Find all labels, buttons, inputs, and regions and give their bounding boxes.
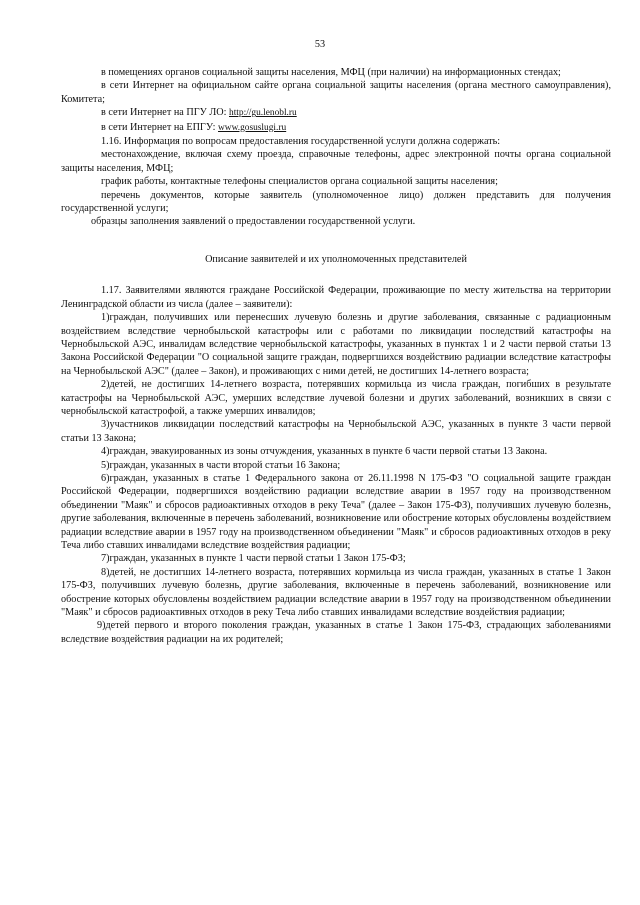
epgu-link[interactable]: www.gosuslugi.ru <box>218 122 287 133</box>
paragraph: в сети Интернет на официальном сайте органа социальной защиты населения (органа местного самоуправления), Комитета; <box>61 80 611 105</box>
paragraph: образцы заполнения заявлений о предоставлении государственной услуги. <box>91 216 416 228</box>
paragraph: график работы, контактные телефоны специалистов органа социальной защиты населения; <box>101 176 498 188</box>
list-item: 7)граждан, указанных в пункте 1 части первой статьи 1 Закон 175-ФЗ; <box>101 553 406 565</box>
paragraph: 1.16. Информация по вопросам предоставления государственной услуги должна содержать: <box>101 136 501 148</box>
list-item: 2)детей, не достигших 14-летнего возраста, потерявших кормильца из числа граждан, погибших в результате катастрофы на Чернобыльской АЭС, умерших вследствие лучевой болезни и других заболеваний, возникших в связи с чернобыльской катастрофой, а также умерших инвалидов; <box>61 379 611 417</box>
paragraph: местонахождение, включая схему проезда, справочные телефоны, адрес электронной почты органа социальной защиты населения, МФЦ; <box>61 149 611 174</box>
paragraph: 1.17. Заявителями являются граждане Российской Федерации, проживающие по месту жительства на территории Ленинградской области из числа (далее – заявители): <box>61 285 611 310</box>
section-heading: Описание заявителей и их уполномоченных представителей <box>205 253 467 265</box>
list-item: 4)граждан, эвакуированных из зоны отчуждения, указанных в пункте 6 части первой статьи 13 Закона. <box>101 446 548 458</box>
list-item: 3)участников ликвидации последствий катастрофы на Чернобыльской АЭС, указанных в пункте 3 части первой статьи 13 Закона; <box>61 419 611 444</box>
list-item: 6)граждан, указанных в статье 1 Федерального закона от 26.11.1998 N 175-ФЗ "О социальной защите граждан Российской Федерации, подвергшихся воздействию радиации вследствие аварии в 1957 году на производственном объединении "Маяк" и сбросов радиоактивных отходов в реку Теча" (далее – Закон 175-ФЗ), получивших лучевую болезнь, другие заболевания, включенные в перечень заболеваний, возникновение или обострение которых обусловлены воздействием радиации вследствие аварии в 1957 году на производственном объединении "Маяк" и сбросов радиоактивных отходов в реку Теча либо ставших инвалидами вследствие воздействия радиации; <box>61 472 611 551</box>
pgu-line <box>61 106 611 120</box>
list-item: 1)граждан, получивших или перенесших лучевую болезнь и другие заболевания, связанные с радиационным воздействием вследствие чернобыльской катастрофы или с работами по ликвидации последствий катастрофы на Чернобыльской АЭС, инвалидам вследствие чернобыльской катастрофы, указанных в пунктах 1 и 2 части первой статьи 13 Закона Российской Федерации "О социальной защите граждан, подвергшихся воздействию радиации вследствие катастрофы на Чернобыльской АЭС" (далее – Закон), и проживающих с ними детей, не достигших 14-летнего возраста; <box>61 312 611 377</box>
paragraph: в помещениях органов социальной защиты населения, МФЦ (при наличии) на информационных стендах; <box>101 67 561 78</box>
page-number: 53 <box>314 39 326 50</box>
list-item: 9)детей первого и второго поколения граждан, указанных в статье 1 Закон 175-ФЗ, страдающих заболеваниями вследствие воздействия радиации на их родителей; <box>61 620 611 645</box>
document-body <box>61 66 611 646</box>
pgu-prefix: в сети Интернет на ПГУ ЛО: <box>101 107 227 119</box>
paragraph: перечень документов, которые заявитель (уполномоченное лицо) должен представить для получения государственной услуги; <box>61 189 611 215</box>
pgu-link[interactable]: http://gu.lenobl.ru <box>229 108 297 119</box>
epgu-line <box>61 121 611 135</box>
epgu-prefix: в сети Интернет на ЕПГУ: <box>101 121 216 133</box>
list-item: 5)граждан, указанных в части второй статьи 16 Закона; <box>101 459 341 471</box>
list-item: 8)детей, не достигших 14-летнего возраста, потерявших кормильца из числа граждан, указанных в статье 1 Закон 175-ФЗ, получивших лучевую болезнь, другие заболевания, включенные в перечень заболеваний, возникновение или обострение которых обусловлены воздействием радиации вследствие аварии в 1957 году на производственном объединении "Маяк" и сбросов радиоактивных отходов в реку Теча либо ставших инвалидами вследствие воздействия радиации; <box>61 566 611 619</box>
